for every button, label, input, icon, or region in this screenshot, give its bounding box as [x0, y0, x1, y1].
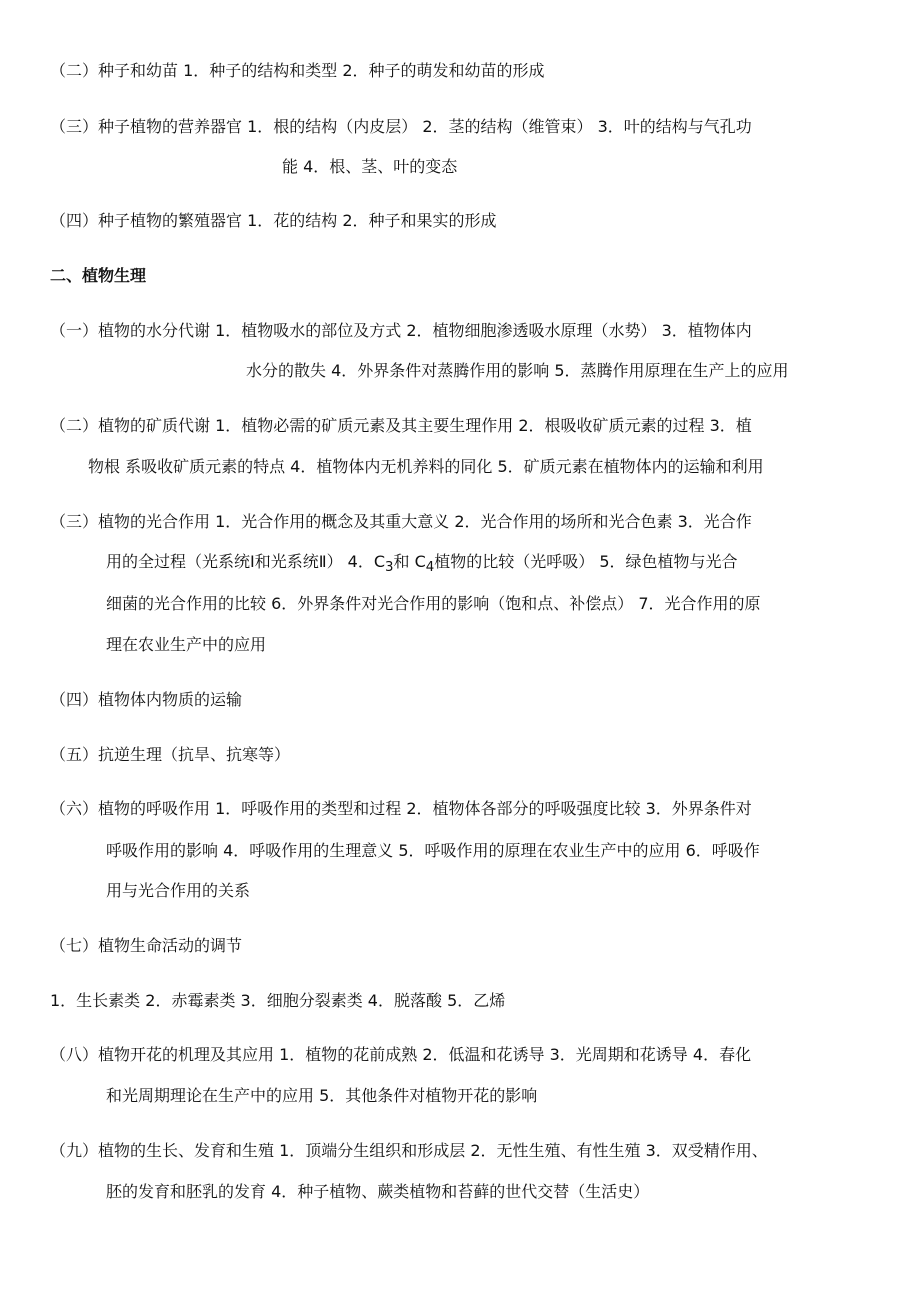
section-seed-seedling: （二）种子和幼苗 1．种子的结构和类型 2．种子的萌发和幼苗的形成: [50, 61, 545, 80]
section-substance-transport: （四）植物体内物质的运输: [50, 690, 243, 709]
section-photosynthesis-cont-3: 理在农业生产中的应用: [106, 635, 267, 654]
section-flowering-cont: 和光周期理论在生产中的应用 5．其他条件对植物开花的影响: [106, 1086, 538, 1105]
section-vegetative-organs-cont: 能 4．根、茎、叶的变态: [282, 157, 458, 176]
section-reproductive-organs: （四）种子植物的繁殖器官 1．花的结构 2．种子和果实的形成: [50, 211, 497, 230]
subscript-3: 3: [385, 560, 394, 576]
section-mineral-metabolism: （二）植物的矿质代谢 1．植物必需的矿质元素及其主要生理作用 2．根吸收矿质元素的过程 3．植: [50, 416, 752, 435]
section-vegetative-organs: （三）种子植物的营养器官 1．根的结构（内皮层） 2．茎的结构（维管束） 3．叶的结构与气孔功: [50, 117, 752, 136]
heading-plant-physiology: 二、植物生理: [50, 266, 147, 285]
section-stress-physiology: （五）抗逆生理（抗旱、抗寒等）: [50, 745, 291, 764]
hormone-list: 1．生长素类 2．赤霉素类 3．细胞分裂素类 4．脱落酸 5．乙烯: [50, 991, 506, 1010]
section-life-regulation: （七）植物生命活动的调节: [50, 936, 243, 955]
section-photosynthesis-cont-2: 细菌的光合作用的比较 6．外界条件对光合作用的影响（饱和点、补偿点） 7．光合作用的原: [106, 594, 761, 613]
section-water-metabolism: （一）植物的水分代谢 1．植物吸水的部位及方式 2．植物细胞渗透吸水原理（水势） 3．植物体内: [50, 321, 752, 340]
text-segment: 用的全过程（光系统Ⅰ和光系统Ⅱ） 4．C: [106, 552, 386, 571]
subscript-4: 4: [425, 560, 435, 576]
section-respiration-cont-2: 用与光合作用的关系: [106, 881, 251, 900]
section-respiration: （六）植物的呼吸作用 1．呼吸作用的类型和过程 2．植物体各部分的呼吸强度比较 3．外界条件对: [50, 799, 752, 818]
section-respiration-cont-1: 呼吸作用的影响 4．呼吸作用的生理意义 5．呼吸作用的原理在农业生产中的应用 6．呼吸作: [106, 841, 760, 860]
section-growth-reproduction: （九）植物的生长、发育和生殖 1．顶端分生组织和形成层 2．无性生殖、有性生殖 3．双受精作用、: [50, 1141, 768, 1160]
text-segment: 和 C: [393, 552, 426, 571]
section-water-metabolism-cont: 水分的散失 4．外界条件对蒸腾作用的影响 5．蒸腾作用原理在生产上的应用: [246, 361, 789, 380]
section-flowering: （八）植物开花的机理及其应用 1．植物的花前成熟 2．低温和花诱导 3．光周期和花诱导 4．春化: [50, 1045, 752, 1064]
text-segment: 植物的比较（光呼吸） 5．绿色植物与光合: [434, 552, 738, 571]
section-mineral-metabolism-cont: 物根 系吸收矿质元素的特点 4．植物体内无机养料的同化 5．矿质元素在植物体内的运输和利用: [88, 457, 764, 476]
section-photosynthesis: （三）植物的光合作用 1．光合作用的概念及其重大意义 2．光合作用的场所和光合色素 3．光合作: [50, 512, 752, 531]
section-photosynthesis-cont-1: [106, 551, 738, 579]
section-growth-reproduction-cont: 胚的发育和胚乳的发育 4．种子植物、蕨类植物和苔藓的世代交替（生活史）: [106, 1182, 650, 1201]
